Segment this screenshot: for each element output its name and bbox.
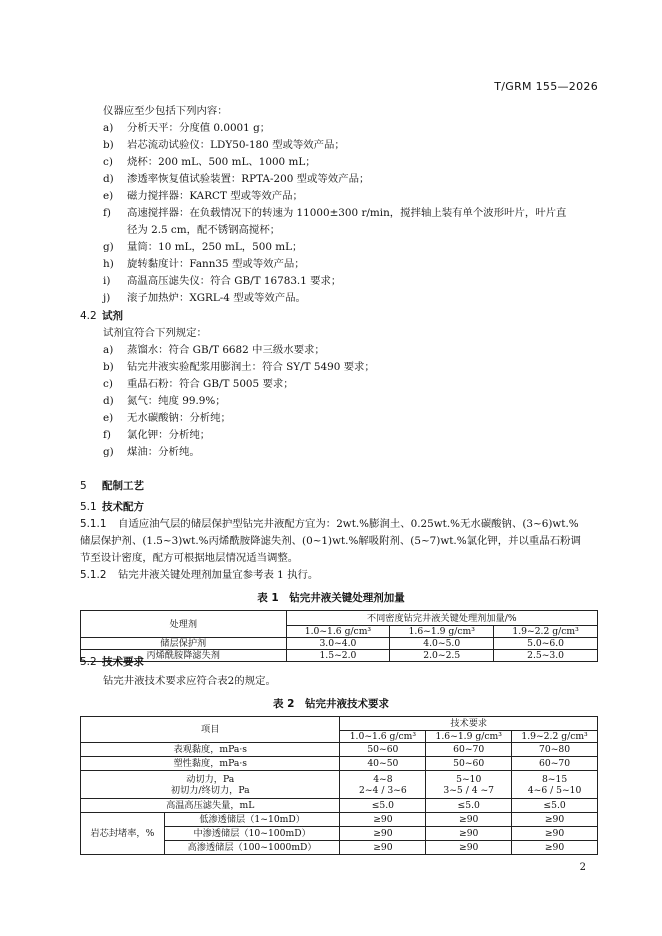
cell-line: 动切力，Pa [186,773,235,785]
cell-line: 8~15 [541,773,568,785]
paragraph-5-2: 钻完井液技术要求应符合表2的规定。 [103,675,276,687]
list-item-text: 钻完井液实验配浆用膨润土：符合 SY/T 5490 要求； [127,361,375,373]
table-cell: 60~70 [512,757,598,771]
density-header: 1.0~1.6 g/cm³ [340,731,426,743]
table-cell: ≥90 [340,813,426,827]
section-title: 配制工艺 [102,480,144,492]
table-2 [80,716,598,855]
list-item [103,410,231,427]
cell-line: 2~4 / 3~6 [359,784,407,796]
paragraph-line: 节至设计密度，配方可根据地层情况适当调整。 [80,552,299,564]
table-row [81,638,598,650]
list-item-label: e) [103,412,114,424]
list-item [103,427,210,444]
list-item [103,393,226,410]
density-header: 1.6~1.9 g/cm³ [426,731,512,743]
table-cell [426,771,512,799]
list-item [103,154,316,171]
density-header: 1.9~2.2 g/cm³ [494,626,598,638]
table-cell: 1.5~2.0 [286,650,390,662]
list-item-text: 氮气：纯度 99.9%； [127,395,226,407]
table-cell: ≥90 [512,841,598,855]
list-item-text: 蒸馏水：符合 GB/T 6682 中三级水要求； [127,344,325,356]
list-item-text: 氯化钾：分析纯； [127,429,211,441]
section-title: 技术要求 [102,656,144,668]
list-item-text: 煤油：分析纯。 [127,446,200,458]
list-item-text: 量筒：10 mL，250 mL，500 mL； [127,241,303,253]
table-cell: 表观黏度，mPa·s [81,743,340,757]
table-header-cell: 处理剂 [81,611,287,638]
paragraph-line: 钻完井液关键处理剂加量宜参考表 1 执行。 [118,569,319,581]
section-heading-4-2 [80,308,123,323]
list-item-label: b) [103,361,114,373]
list-item-label: b) [103,139,114,151]
density-header: 1.6~1.9 g/cm³ [390,626,494,638]
cell-line: 3~5 / 4 ~7 [443,784,495,796]
section-heading-5 [80,478,144,493]
list-item-label: f) [103,429,111,441]
table-row [81,743,598,757]
list-item-text: 烧杯：200 mL、500 mL、1000 mL； [127,156,316,168]
table-cell: 50~60 [426,757,512,771]
table-cell: ≥90 [512,813,598,827]
list-item-text: 岩芯流动试验仪：LDY50-180 型或等效产品； [127,139,345,151]
list-item [103,359,375,376]
table-cell: 2.0~2.5 [390,650,494,662]
table-cell: 3.0~4.0 [286,638,390,650]
list-item-label: e) [103,190,114,202]
table-row [81,650,598,662]
table-cell: 4.0~5.0 [390,638,494,650]
list-item-label: h) [103,258,114,270]
list-item [103,273,341,290]
table-cell: 低渗透储层（1~10mD） [164,813,340,827]
table-cell: 塑性黏度，mPa·s [81,757,340,771]
list-item-text: 高温高压滤失仪：符合 GB/T 16783.1 要求； [127,275,342,287]
table-row [81,757,598,771]
paragraph-5-1-2 [80,567,318,584]
table-cell: ≥90 [512,827,598,841]
clause-number: 5.1.2 [80,569,107,581]
table-cell: ≤5.0 [512,799,598,813]
table-group-header: 不同密度钻完井液关键处理剂加量/% [286,611,598,626]
section-number: 5 [80,480,87,492]
list-item-label: j) [103,292,111,304]
list-item-label: g) [103,241,114,253]
page-number: 2 [579,862,586,873]
list-item [103,342,325,359]
table-row [81,799,598,813]
table-cell: 丙烯酰胺降滤失剂 [81,650,287,662]
cell-line: 5~10 [456,773,482,785]
list-item-text: 重晶石粉：符合 GB/T 5005 要求； [127,378,294,390]
list-item [103,239,302,256]
section-number: 5.2 [80,656,97,668]
list-item [103,171,369,188]
list-item-text: 旋转黏度计：Fann35 型或等效产品； [127,258,305,270]
document-code: T/GRM 155—2026 [494,80,598,93]
list-item [103,376,294,393]
list-item-text: 无水碳酸钠：分析纯； [127,412,231,424]
table-cell [81,771,340,799]
table-1 [80,610,598,662]
table-group-header: 技术要求 [340,717,598,731]
table-1-caption: 表 1 钻完井液关键处理剂加量 [257,592,405,604]
list-item [103,290,306,307]
list-item-label: d) [103,395,114,407]
cell-line: 初切力/终切力，Pa [170,784,250,796]
list-item-label: c) [103,156,113,168]
list-item-text: 高速搅拌器：在负载情况下的转速为 11000±300 r/min，搅拌轴上装有单个波形叶片，叶片直 [127,207,567,219]
density-header: 1.0~1.6 g/cm³ [286,626,390,638]
table-2-caption: 表 2 钻完井液技术要求 [273,698,389,710]
list-item [103,205,566,222]
table-cell [512,771,598,799]
list-item-label: a) [103,122,114,134]
list-item-label: a) [103,344,114,356]
table-cell: 高温高压滤失量，mL [81,799,340,813]
cell-line: 4~6 / 5~10 [527,784,582,796]
list-item-text: 磁力搅拌器：KARCT 型或等效产品； [127,190,303,202]
section-title: 试剂 [102,310,123,322]
reagents-intro: 试剂宜符合下列规定： [103,327,207,339]
list-item-label: c) [103,378,113,390]
section-number: 4.2 [80,310,97,322]
table-cell: 40~50 [340,757,426,771]
section-number: 5.1 [80,501,97,513]
density-header: 1.9~2.2 g/cm³ [512,731,598,743]
section-heading-5-1 [80,499,144,514]
list-item [103,256,305,273]
list-item [103,120,270,137]
table-cell: 储层保护剂 [81,638,287,650]
list-item-text: 分析天平：分度值 0.0001 g； [127,122,271,134]
instruments-intro: 仪器应至少包括下列内容： [103,105,228,117]
paragraph-5-1-1 [80,516,579,533]
cell-line: 4~8 [373,773,393,785]
table-cell: 2.5~3.0 [494,650,598,662]
section-title: 技术配方 [102,501,144,513]
table-cell: 中渗透储层（10~100mD） [164,827,340,841]
table-cell: 岩芯封堵率，% [81,813,165,855]
list-item-label: g) [103,446,114,458]
list-item-continuation: 径为 2.5 cm，配不锈钢高搅杯； [127,224,281,236]
table-cell: ≤5.0 [426,799,512,813]
table-cell: ≥90 [340,827,426,841]
table-cell: ≥90 [340,841,426,855]
list-item [103,188,303,205]
table-row [81,771,598,799]
table-cell [340,771,426,799]
paragraph-line: 储层保护剂、(1.5~3)wt.%丙烯酰胺降滤失剂、(0~1)wt.%解吸附剂、(5~7)wt.%氯化钾，并以重晶石粉调 [80,535,581,547]
list-item-label: f) [103,207,111,219]
table-cell: 50~60 [340,743,426,757]
table-cell: ≥90 [426,841,512,855]
table-cell: ≥90 [426,827,512,841]
table-cell: ≤5.0 [340,799,426,813]
table-cell: 70~80 [512,743,598,757]
table-row [81,813,598,827]
table-cell: 60~70 [426,743,512,757]
table-cell: ≥90 [426,813,512,827]
list-item-text: 渗透率恢复值试验装置：RPTA-200 型或等效产品； [127,173,370,185]
list-item-label: d) [103,173,114,185]
table-cell: 高渗透储层（100~1000mD） [164,841,340,855]
list-item-label: i) [103,275,111,287]
table-cell: 5.0~6.0 [494,638,598,650]
clause-number: 5.1.1 [80,518,107,530]
paragraph-line: 自适应油气层的储层保护型钻完井液配方宜为：2wt.%膨润土、0.25wt.%无水碳酸钠、(3~6)wt.% [118,518,579,530]
section-heading-5-2 [80,654,144,669]
list-item [103,137,345,154]
list-item [103,444,200,461]
list-item-text: 滚子加热炉：XGRL-4 型或等效产品。 [127,292,306,304]
table-header-cell: 项目 [81,717,340,743]
